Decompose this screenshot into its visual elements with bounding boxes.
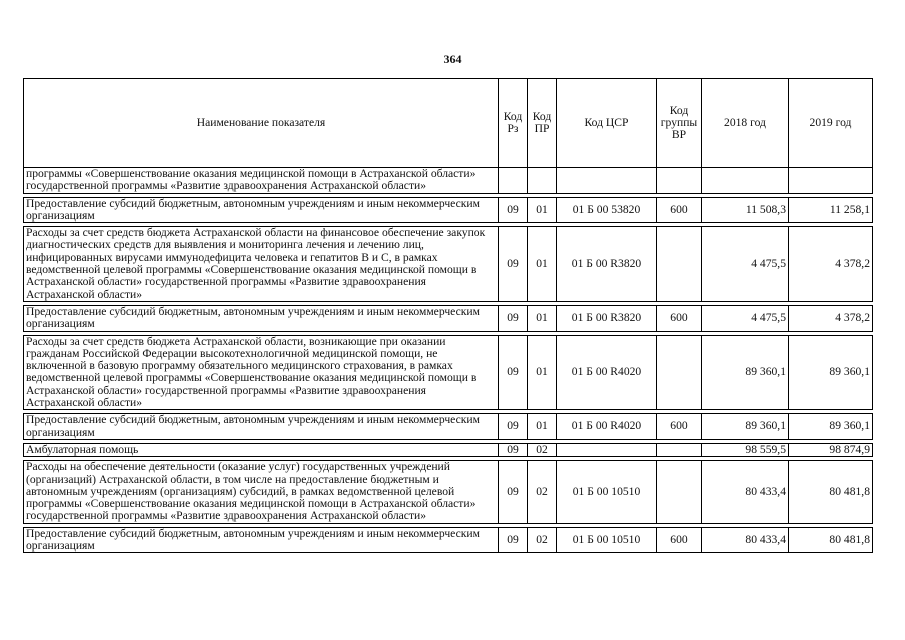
- table-header-row: [24, 79, 873, 168]
- cell-rz: 09: [499, 461, 528, 523]
- cell-pr: 01: [528, 414, 557, 440]
- cell-vr: 600: [657, 527, 702, 553]
- cell-rz: [499, 168, 528, 194]
- table-row: [24, 527, 873, 553]
- col-header-2018: 2018 год: [702, 79, 789, 168]
- cell-2019: 89 360,1: [789, 335, 873, 410]
- cell-name: Расходы за счет средств бюджета Астраханской области на финансовое обеспечение закупок диагностических средств для выявления и мониторинга лечения и лечению лиц, инфицированных вирусами иммунодефицита человека и гепатитов В и С, в рамках ведомственной целевой программы «Совершенствование оказания медицинской помощи в Астраханской области» государственной программы «Развитие здравоохранения Астраханской области»: [24, 227, 499, 302]
- table-row: [24, 461, 873, 523]
- cell-pr: 02: [528, 461, 557, 523]
- col-header-csr: Код ЦСР: [557, 79, 657, 168]
- col-header-vr: Код группы ВР: [657, 79, 702, 168]
- col-header-name: Наименование показателя: [24, 79, 499, 168]
- cell-csr: 01 Б 00 R3820: [557, 305, 657, 331]
- cell-2019: 4 378,2: [789, 227, 873, 302]
- cell-2018: 4 475,5: [702, 305, 789, 331]
- cell-csr: 01 Б 00 10510: [557, 527, 657, 553]
- cell-2018: 89 360,1: [702, 335, 789, 410]
- table-row: [24, 168, 873, 194]
- table-row: [24, 227, 873, 302]
- cell-2018: 98 559,5: [702, 443, 789, 456]
- cell-rz: 09: [499, 414, 528, 440]
- cell-vr: 600: [657, 197, 702, 223]
- cell-rz: 09: [499, 527, 528, 553]
- cell-name: Предоставление субсидий бюджетным, автономным учреждениям и иным некоммерческим организациям: [24, 197, 499, 223]
- cell-2019: 4 378,2: [789, 305, 873, 331]
- cell-rz: 09: [499, 335, 528, 410]
- cell-csr: [557, 168, 657, 194]
- table-row: [24, 305, 873, 331]
- cell-pr: 02: [528, 527, 557, 553]
- cell-2018: 80 433,4: [702, 461, 789, 523]
- cell-2018: 89 360,1: [702, 414, 789, 440]
- cell-2018: [702, 168, 789, 194]
- cell-vr: 600: [657, 305, 702, 331]
- cell-2019: 89 360,1: [789, 414, 873, 440]
- table-row: [24, 335, 873, 410]
- cell-pr: 02: [528, 443, 557, 456]
- cell-rz: 09: [499, 443, 528, 456]
- cell-pr: 01: [528, 197, 557, 223]
- cell-csr: [557, 443, 657, 456]
- cell-vr: [657, 461, 702, 523]
- cell-vr: [657, 443, 702, 456]
- cell-2018: 4 475,5: [702, 227, 789, 302]
- cell-2019: 80 481,8: [789, 461, 873, 523]
- page-number: 364: [443, 52, 462, 66]
- cell-name: Амбулаторная помощь: [24, 443, 499, 456]
- cell-rz: 09: [499, 197, 528, 223]
- budget-table: [23, 78, 873, 553]
- table-row: [24, 414, 873, 440]
- cell-csr: 01 Б 00 53820: [557, 197, 657, 223]
- cell-pr: [528, 168, 557, 194]
- cell-name: Предоставление субсидий бюджетным, автономным учреждениям и иным некоммерческим организациям: [24, 527, 499, 553]
- cell-2019: 11 258,1: [789, 197, 873, 223]
- col-header-pr: Код ПР: [528, 79, 557, 168]
- cell-rz: 09: [499, 227, 528, 302]
- cell-csr: 01 Б 00 R4020: [557, 335, 657, 410]
- cell-pr: 01: [528, 335, 557, 410]
- cell-2018: 11 508,3: [702, 197, 789, 223]
- cell-name: программы «Совершенствование оказания медицинской помощи в Астраханской области» государственной программы «Развитие здравоохранения Астраханской области»: [24, 168, 499, 194]
- cell-name: Расходы за счет средств бюджета Астраханской области, возникающие при оказании гражданам Российской Федерации высокотехнологичной медицинской помощи, не включенной в базовую программу обязательного медицинского страхования, в рамках ведомственной целевой программы «Совершенствование оказания медицинской помощи в Астраханской области» государственной программы «Развитие здравоохранения Астраханской области»: [24, 335, 499, 410]
- cell-name: Предоставление субсидий бюджетным, автономным учреждениям и иным некоммерческим организациям: [24, 414, 499, 440]
- cell-pr: 01: [528, 227, 557, 302]
- cell-csr: 01 Б 00 10510: [557, 461, 657, 523]
- cell-vr: [657, 168, 702, 194]
- cell-2019: [789, 168, 873, 194]
- col-header-2019: 2019 год: [789, 79, 873, 168]
- cell-rz: 09: [499, 305, 528, 331]
- cell-2019: 98 874,9: [789, 443, 873, 456]
- table-row: [24, 197, 873, 223]
- cell-csr: 01 Б 00 R3820: [557, 227, 657, 302]
- cell-pr: 01: [528, 305, 557, 331]
- cell-csr: 01 Б 00 R4020: [557, 414, 657, 440]
- col-header-rz: Код Рз: [499, 79, 528, 168]
- table-body: [24, 168, 873, 553]
- cell-vr: [657, 335, 702, 410]
- table-row: [24, 443, 873, 456]
- cell-name: Расходы на обеспечение деятельности (оказание услуг) государственных учреждений (организаций) Астраханской области, в том числе на предоставление бюджетным и автономным учреждениям (организациям) субсидий, в рамках ведомственной целевой программы «Совершенствование оказания медицинской помощи в Астраханской области» государственной программы «Развитие здравоохранения Астраханской области»: [24, 461, 499, 523]
- cell-vr: 600: [657, 414, 702, 440]
- cell-2018: 80 433,4: [702, 527, 789, 553]
- cell-vr: [657, 227, 702, 302]
- cell-name: Предоставление субсидий бюджетным, автономным учреждениям и иным некоммерческим организациям: [24, 305, 499, 331]
- cell-2019: 80 481,8: [789, 527, 873, 553]
